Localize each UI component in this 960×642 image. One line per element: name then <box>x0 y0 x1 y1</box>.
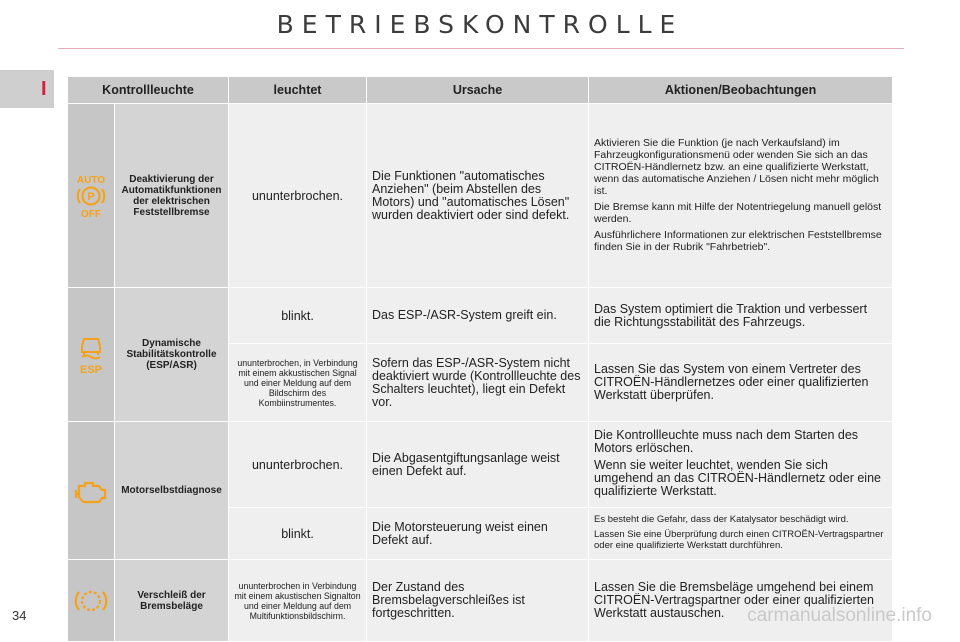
action-text: Die Kontrollleuchte muss nach dem Starten des Motors erlöschen. <box>594 428 859 455</box>
column-header-warning-light: Kontrollleuchte <box>68 77 229 104</box>
column-header-cause: Ursache <box>367 77 589 104</box>
lit-state: ununterbrochen, in Verbindung mit einem akkustischen Signal und einer Meldung auf dem Bildschirm des Kombiinstrumentes. <box>229 344 367 422</box>
icon-cell <box>68 288 115 422</box>
lit-state: blinkt. <box>229 288 367 344</box>
warning-light-name: Dynamische Stabilitätskontrolle (ESP/ASR) <box>115 288 229 422</box>
icon-cell <box>68 560 115 642</box>
esp-icon <box>76 335 106 375</box>
lit-state: ununterbrochen in Verbindung mit einem akustischen Signalton und einer Meldung auf dem Multifunktionsbildschirm. <box>229 560 367 642</box>
column-header-action: Aktionen/Beobachtungen <box>589 77 893 104</box>
title-divider <box>58 48 904 49</box>
warning-lights-table <box>67 76 893 642</box>
section-tab-label: I <box>41 78 47 100</box>
action-text: Es besteht die Gefahr, dass der Katalysator beschädigt wird. <box>594 514 849 525</box>
column-header-lit: leuchtet <box>229 77 367 104</box>
action-cell <box>589 508 893 560</box>
svg-text:OFF: OFF <box>81 208 101 219</box>
action-text: Lassen Sie das System von einem Vertreter des CITROËN-Händlernetzes oder einer qualifizierten Werkstatt überprüfen. <box>589 344 893 422</box>
engine-icon <box>73 477 109 505</box>
action-text: Aktivieren Sie die Funktion (je nach Verkaufsland) im Fahrzeugkonfigurationsmenü oder wenden Sie sich an das CITROËN-Händlernetz bzw. an eine qualifizierte Werkstatt, wenn das automatische Anziehen / Lösen nicht mehr möglich ist. <box>594 136 879 197</box>
watermark: carmanualsonline.info <box>747 605 932 626</box>
auto-parking-brake-off-icon <box>74 173 108 219</box>
action-cell <box>589 422 893 508</box>
warning-light-name: Motorselbstdiagnose <box>115 422 229 560</box>
lit-state: blinkt. <box>229 508 367 560</box>
table-row <box>68 104 893 288</box>
svg-text:P: P <box>87 190 95 203</box>
table-header-row <box>68 77 893 104</box>
action-cell <box>589 104 893 288</box>
cause-text: Die Funktionen "automatisches Anziehen" (beim Abstellen des Motors) und "automatisches Lösen" wurden deaktiviert oder sind defekt. <box>367 104 589 288</box>
action-text: Das System optimiert die Traktion und verbessert die Richtungsstabilität des Fahrzeugs. <box>589 288 893 344</box>
esp-icon-label: ESP <box>79 363 103 375</box>
svg-text:AUTO: AUTO <box>76 174 106 186</box>
page-title: BETRIEBSKONTROLLE <box>276 10 684 39</box>
cause-text: Der Zustand des Bremsbelagverschleißes ist fortgeschritten. <box>367 560 589 642</box>
table-row <box>68 422 893 508</box>
section-tab <box>0 70 54 108</box>
action-text: Lassen Sie eine Überprüfung durch einen CITROËN-Vertragspartner oder eine qualifizierte Werkstatt durchführen. <box>594 529 884 551</box>
page-number: 34 <box>12 608 27 623</box>
action-text: Die Bremse kann mit Hilfe der Notentriegelung manuell gelöst werden. <box>594 200 882 225</box>
cause-text: Die Abgasentgiftungsanlage weist einen Defekt auf. <box>367 422 589 508</box>
icon-cell <box>68 104 115 288</box>
lit-state: ununterbrochen. <box>229 104 367 288</box>
icon-cell <box>68 422 115 560</box>
table-row <box>68 288 893 344</box>
warning-light-name: Deaktivierung der Automatikfunktionen der elektrischen Feststellbremse <box>115 104 229 288</box>
action-text: Ausführlichere Informationen zur elektrischen Feststellbremse finden Sie in der Rubrik "Fahrbetrieb". <box>594 228 882 253</box>
cause-text: Das ESP-/ASR-System greift ein. <box>367 288 589 344</box>
action-text: Wenn sie weiter leuchtet, wenden Sie sich umgehend an das CITROËN-Händlernetz oder eine qualifizierte Werkstatt. <box>594 458 881 498</box>
brake-pad-wear-icon <box>74 586 108 616</box>
cause-text: Die Motorsteuerung weist einen Defekt auf. <box>367 508 589 560</box>
action-text: Lassen Sie die Bremsbeläge umgehend bei einem CITROËN-Vertragspartner oder einer qualifizierten Werkstatt austauschen. <box>589 560 893 642</box>
warning-light-name: Verschleiß der Bremsbeläge <box>115 560 229 642</box>
lit-state: ununterbrochen. <box>229 422 367 508</box>
table-row <box>68 560 893 642</box>
cause-text: Sofern das ESP-/ASR-System nicht deaktiviert wurde (Kontrollleuchte des Schalters leuchtet), liegt ein Defekt vor. <box>367 344 589 422</box>
